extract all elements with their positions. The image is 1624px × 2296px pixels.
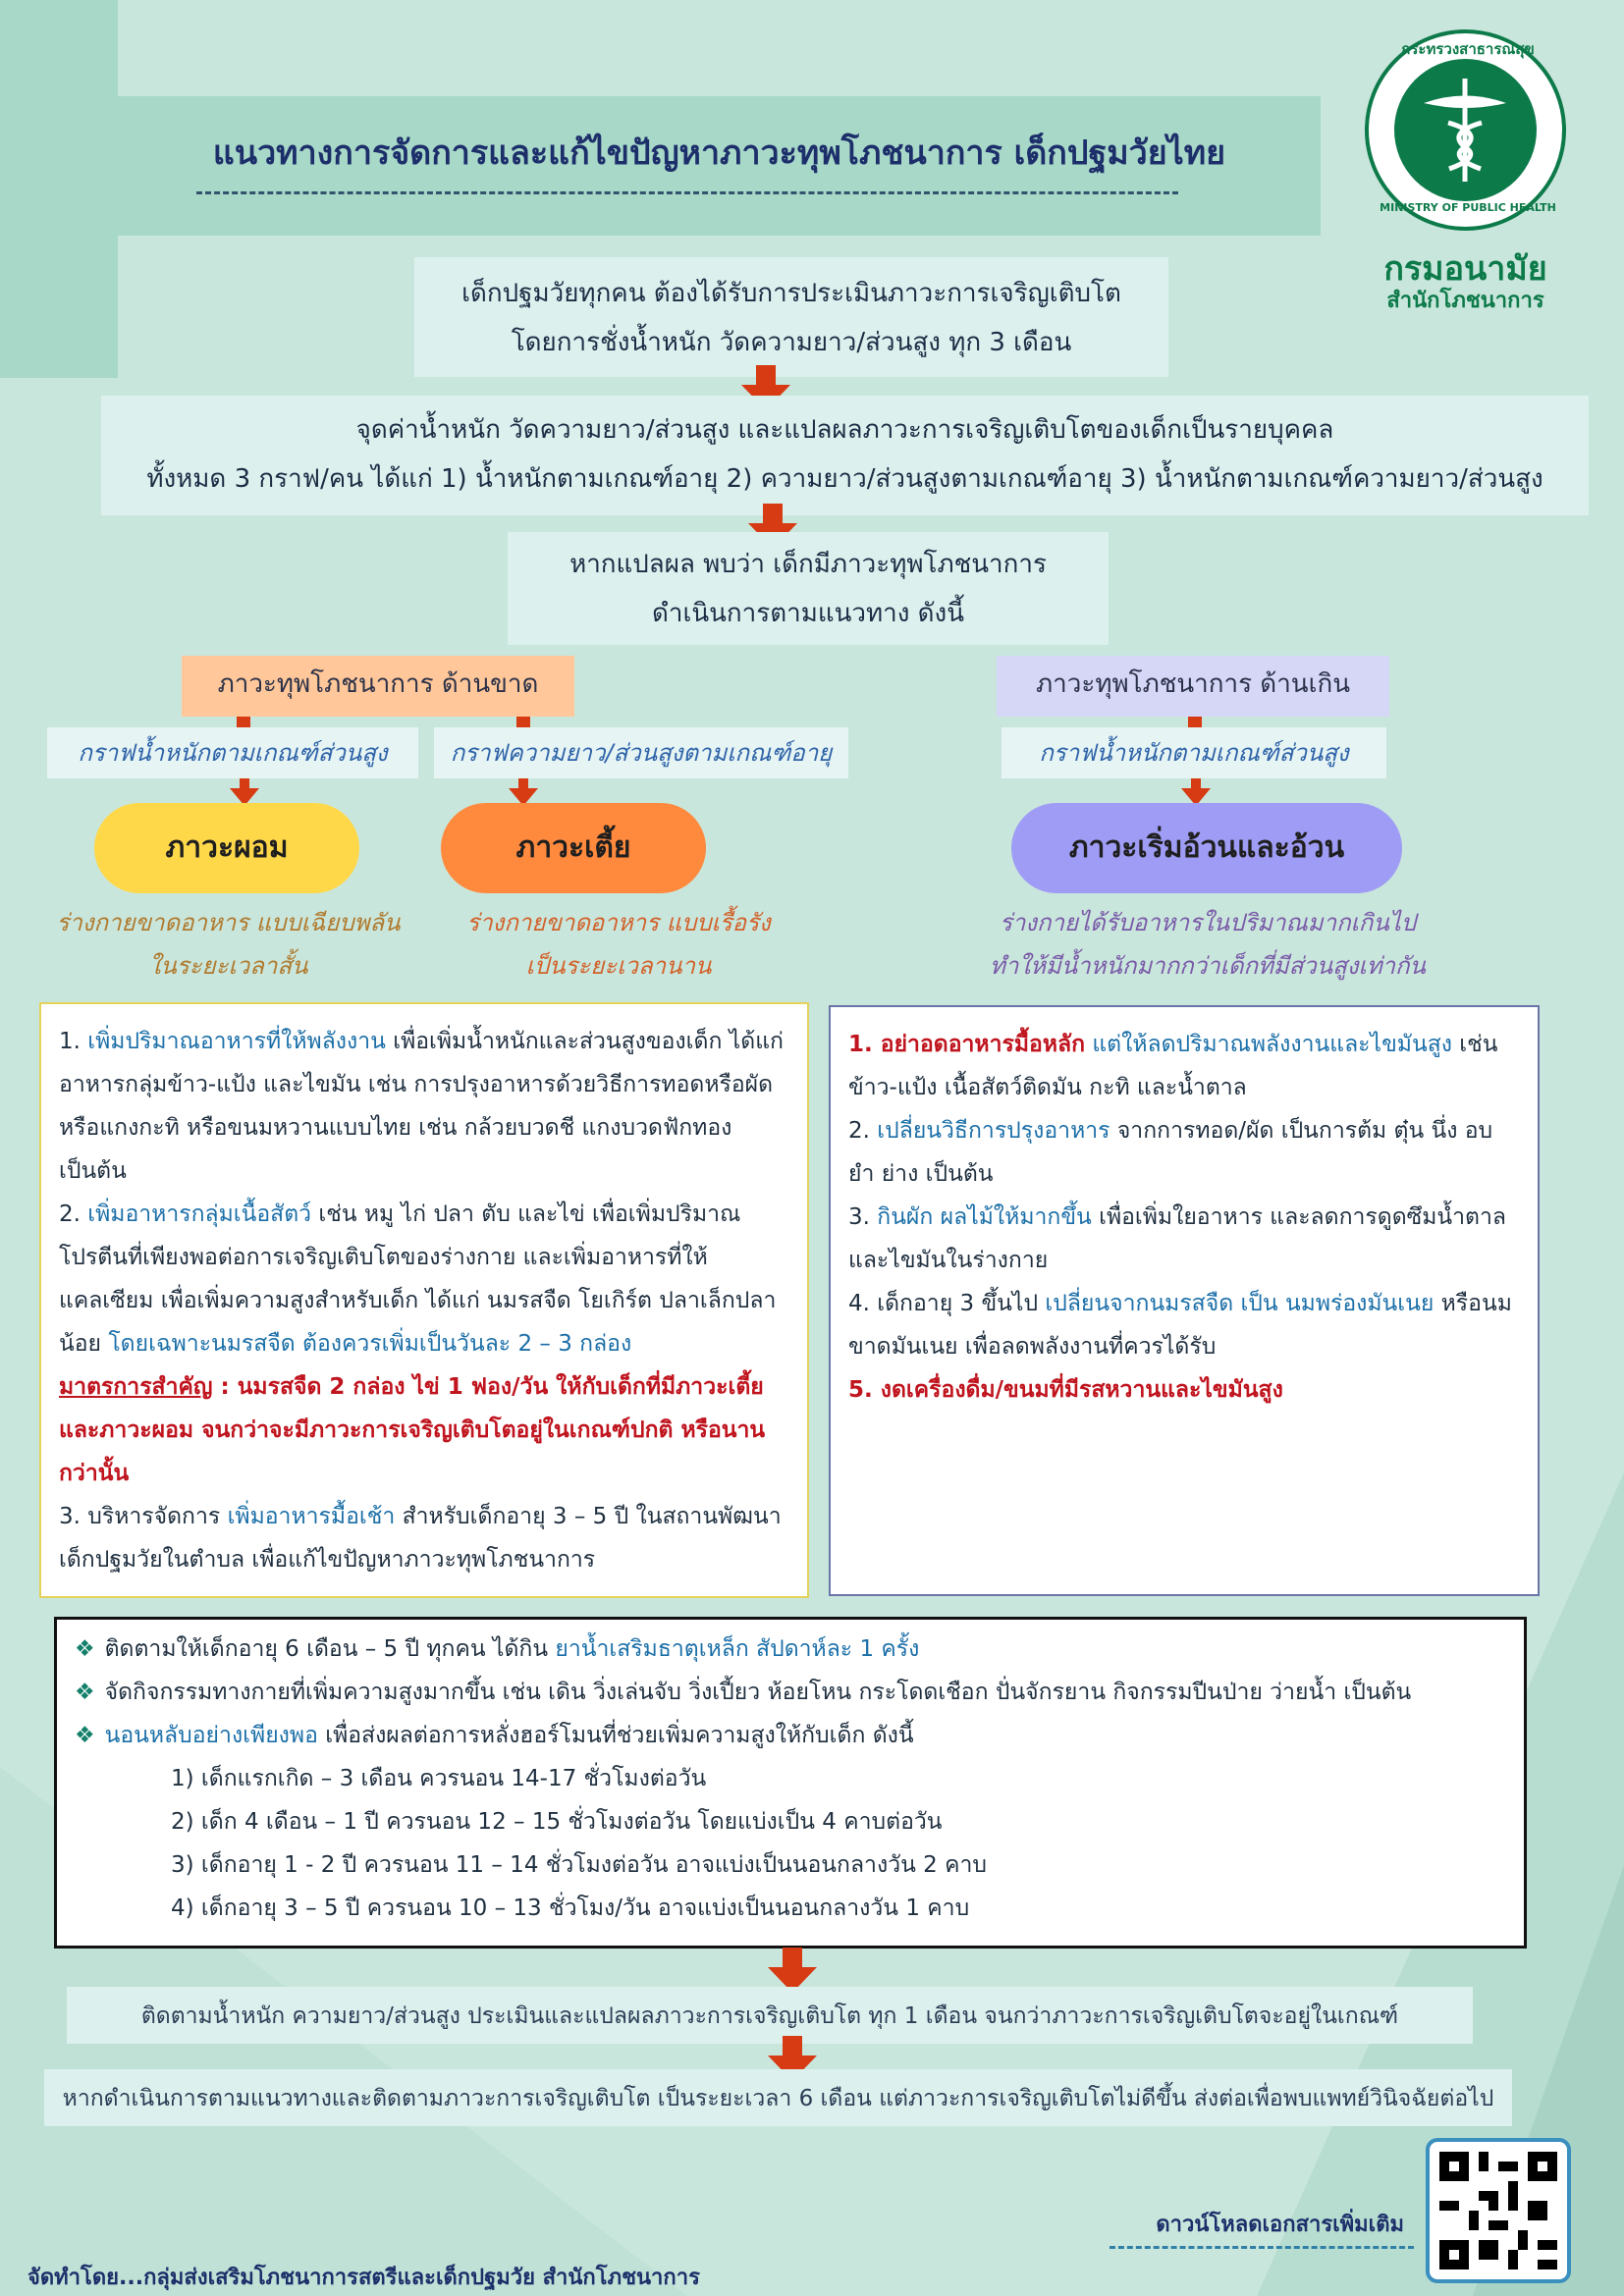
measure-2-text: เช่น หมู ไก่ ปลา ตับ และไข่ เพื่อเพิ่มปริมาณโปรตีนที่เพียงพอต่อการเจริญเติบโตของร่างกาย และเพิ่มอาหารที่ให้แคลเซียม เพื่อเพิ่มความสูงสำหรับเด็ก ได้แก่ นมรสจืด โยเกิร์ต ปลาเล็กปลาน้อย xyxy=(59,1201,777,1357)
over-measure-2-blue: เปลี่ยนวิธีการปรุงอาหาร xyxy=(877,1118,1110,1144)
overweight-desc-line1: ร่างกายได้รับอาหารในปริมาณมากเกินไป xyxy=(999,909,1417,936)
overweight-desc-line2: ทำให้มีน้ำหนักมากกว่าเด็กที่มีส่วนสูงเท่ากัน xyxy=(990,952,1426,980)
step-result-box xyxy=(508,532,1109,645)
step-assess-box xyxy=(414,257,1168,377)
sleep-item: 3) เด็กอายุ 1 - 2 ปี ควรนอน 11 – 14 ชั่วโมงต่อวัน อาจแบ่งเป็นนอนกลางวัน 2 คาบ xyxy=(171,1852,987,1878)
sleep-item: 1) เด็กแรกเกิด – 3 เดือน ควรนอน 14-17 ชั่วโมงต่อวัน xyxy=(171,1766,707,1791)
over-measure-2-num: 2. xyxy=(848,1118,878,1144)
measure-1-highlight: เพิ่มปริมาณอาหารที่ให้พลังงาน xyxy=(87,1029,386,1054)
measure-3-text: สำหรับเด็กอายุ 3 – 5 ปี ในสถานพัฒนาเด็กปฐมวัยในตำบล เพื่อแก้ไขปัญหาภาวะทุพโภชนาการ xyxy=(59,1504,782,1573)
key-measure-label: มาตรการสำคัญ xyxy=(59,1374,213,1400)
qr-code[interactable] xyxy=(1426,2138,1571,2283)
over-measure-4-text: หรือนมขาดมันเนย เพื่อลดพลังงานที่ควรได้รับ xyxy=(848,1291,1512,1360)
common-bullet-1 xyxy=(75,1628,1506,1671)
over-measure-2 xyxy=(848,1109,1520,1196)
over-measure-1-red: อย่าอดอาหารมื้อหลัก xyxy=(880,1032,1086,1057)
over-measure-4 xyxy=(848,1282,1520,1368)
caduceus-icon xyxy=(1394,59,1537,201)
logo-dept: กรมอนามัย xyxy=(1383,249,1547,289)
step-plot-line1: จุดค่าน้ำหนัก วัดความยาว/ส่วนสูง และแปลผลภาวะการเจริญเติบโตของเด็กเป็นรายบุคคล xyxy=(355,415,1334,445)
measure-2 xyxy=(59,1193,789,1365)
measure-2-num: 2. xyxy=(59,1201,88,1227)
graph-weight-for-height: กราฟน้ำหนักตามเกณฑ์ส่วนสูง xyxy=(47,727,418,778)
measure-2-milk: โดยเฉพาะนมรสจืด ต้องควรเพิ่มเป็นวันละ 2 – 3 กล่อง xyxy=(108,1331,632,1357)
key-measure-text: : นมรสจืด 2 กล่อง ไข่ 1 ฟอง/วัน ให้กับเด็กที่มีภาวะเตี้ยและภาวะผอม จนกว่าจะมีภาวะการเจริญเติบโตอยู่ในเกณฑ์ปกติ หรือนานกว่านั้น xyxy=(59,1374,766,1486)
undernutrition-measures-panel xyxy=(39,1002,809,1598)
state-wasting: ภาวะผอม xyxy=(94,803,359,893)
measure-1-num: 1. xyxy=(59,1029,88,1054)
common-bullet-1-highlight: ยาน้ำเสริมธาตุเหล็ก สัปดาห์ละ 1 ครั้ง xyxy=(555,1636,920,1662)
wasting-desc-line1: ร่างกายขาดอาหาร แบบเฉียบพลัน xyxy=(56,909,401,936)
state-overweight-obese: ภาวะเริ่มอ้วนและอ้วน xyxy=(1011,803,1402,893)
over-measure-3-text: เพื่อเพิ่มใยอาหาร และลดการดูดซึมน้ำตาลและไขมันในร่างกาย xyxy=(848,1204,1506,1273)
graph-weight-for-height-over: กราฟน้ำหนักตามเกณฑ์ส่วนสูง xyxy=(1001,727,1386,778)
sleep-item: 4) เด็กอายุ 3 – 5 ปี ควรนอน 10 – 13 ชั่วโมง/วัน อาจแบ่งเป็นนอนกลางวัน 1 คาบ xyxy=(171,1896,970,1921)
overweight-description xyxy=(962,901,1453,988)
over-measure-4-lead: 4. เด็กอายุ 3 ขึ้นไป xyxy=(848,1291,1046,1316)
overnutrition-measures-panel xyxy=(829,1005,1540,1596)
key-measure xyxy=(59,1365,789,1495)
common-bullet-3-highlight: นอนหลับอย่างเพียงพอ xyxy=(104,1723,318,1748)
measure-1 xyxy=(59,1020,789,1193)
stunting-desc-line1: ร่างกายขาดอาหาร แบบเรื้อรัง xyxy=(466,909,771,936)
measure-3-highlight: เพิ่มอาหารมื้อเช้า xyxy=(227,1504,396,1529)
step-result-line1: หากแปลผล พบว่า เด็กมีภาวะทุพโภชนาการ xyxy=(569,550,1047,579)
download-underline xyxy=(1110,2246,1414,2249)
diamond-bullet-icon: ❖ xyxy=(75,1636,95,1662)
wasting-description xyxy=(29,901,427,988)
diamond-bullet-icon: ❖ xyxy=(75,1680,95,1705)
over-measure-3 xyxy=(848,1196,1520,1282)
stunting-description xyxy=(422,901,815,988)
measure-1-text: เพื่อเพิ่มน้ำหนักและส่วนสูงของเด็ก ได้แก่ อาหารกลุ่มข้าว-แป้ง และไขมัน เช่น การปรุงอาหารด้วยวิธีการทอดหรือผัด หรือแกงกะทิ หรือขนมหวานแบบไทย เช่น กล้วยบวดชี แกงบวดฟักทอง เป็นต้น xyxy=(59,1029,784,1184)
state-stunting: ภาวะเตี้ย xyxy=(441,803,706,893)
step-result-line2: ดำเนินการตามแนวทาง ดังนี้ xyxy=(651,599,965,628)
credit-text: จัดทำโดย...กลุ่มส่งเสริมโภชนาการสตรีและเด็กปฐมวัย สำนักโภชนาการ xyxy=(27,2266,700,2290)
over-measure-1 xyxy=(848,1023,1520,1109)
common-bullet-2 xyxy=(75,1671,1506,1714)
common-bullet-1-text: ติดตามให้เด็กอายุ 6 เดือน – 5 ปี ทุกคน ได้กิน xyxy=(104,1636,556,1662)
measure-3-lead: 3. บริหารจัดการ xyxy=(59,1504,228,1529)
followup-monthly: ติดตามน้ำหนัก ความยาว/ส่วนสูง ประเมินและแปลผลภาวะการเจริญเติบโต ทุก 1 เดือน จนกว่าภาวะการเจริญเติบโตจะอยู่ในเกณฑ์ xyxy=(67,1987,1473,2044)
common-bullet-3-text: เพื่อส่งผลต่อการหลั่งฮอร์โมนที่ช่วยเพิ่มความสูงให้กับเด็ก ดังนี้ xyxy=(317,1723,914,1748)
logo-bureau: สำนักโภชนาการ xyxy=(1386,289,1544,313)
measure-3 xyxy=(59,1495,789,1581)
stunting-desc-line2: เป็นระยะเวลานาน xyxy=(525,952,712,980)
qr-code-icon xyxy=(1439,2152,1557,2269)
over-measure-1-blue: แต่ให้ลดปริมาณพลังงานและไขมันสูง xyxy=(1085,1032,1452,1057)
title-underline xyxy=(196,191,1178,194)
over-measure-1-num: 1. xyxy=(848,1032,881,1057)
logo-ring-text-top: กระทรวงสาธารณสุข xyxy=(1401,40,1535,58)
common-bullet-3 xyxy=(75,1714,1506,1757)
sleep-item: 2) เด็ก 4 เดือน – 1 ปี ควรนอน 12 – 15 ชั่วโมงต่อวัน โดยแบ่งเป็น 4 คาบต่อวัน xyxy=(171,1809,943,1835)
common-bullet-2-text: จัดกิจกรรมทางกายที่เพิ่มความสูงมากขึ้น เช่น เดิน วิ่งเล่นจับ วิ่งเปี้ยว ห้อยโหน กระโดดเชือก ปั่นจักรยาน กิจกรรมปีนป่าย ว่ายน้ำ เป็นต้น xyxy=(104,1680,1412,1705)
over-measure-4-blue: เปลี่ยนจากนมรสจืด เป็น นมพร่องมันเนย xyxy=(1045,1291,1435,1316)
over-measure-3-num: 3. xyxy=(848,1204,878,1230)
page-title: แนวทางการจัดการและแก้ไขปัญหาภาวะทุพโภชนาการ เด็กปฐมวัยไทย xyxy=(212,133,1226,173)
download-text: ดาวน์โหลดเอกสารเพิ่มเติม xyxy=(1156,2213,1404,2237)
diamond-bullet-icon: ❖ xyxy=(75,1723,95,1748)
measure-2-highlight: เพิ่มอาหารกลุ่มเนื้อสัตว์ xyxy=(87,1201,312,1227)
graph-height-for-age: กราฟความยาว/ส่วนสูงตามเกณฑ์อายุ xyxy=(434,727,848,778)
step-plot-box xyxy=(101,396,1589,515)
wasting-desc-line2: ในระยะเวลาสั้น xyxy=(148,952,308,980)
logo-ring-text-bottom: MINISTRY OF PUBLIC HEALTH xyxy=(1380,201,1556,214)
undernutrition-label: ภาวะทุพโภชนาการ ด้านขาด xyxy=(182,656,574,717)
common-measures-box xyxy=(54,1617,1527,1949)
overnutrition-label: ภาวะทุพโภชนาการ ด้านเกิน xyxy=(997,656,1389,717)
step-assess-line2: โดยการชั่งน้ำหนัก วัดความยาว/ส่วนสูง ทุก 3 เดือน xyxy=(511,328,1072,357)
over-measure-3-blue: กินผัก ผลไม้ให้มากขึ้น xyxy=(877,1204,1092,1230)
followup-refer: หากดำเนินการตามแนวทางและติดตามภาวะการเจริญเติบโต เป็นระยะเวลา 6 เดือน แต่ภาวะการเจริญเติบโตไม่ดีขึ้น ส่งต่อเพื่อพบแพทย์วินิจฉัยต่อไป xyxy=(44,2069,1512,2126)
over-measure-2-text: จากการทอด/ผัด เป็นการต้ม ตุ๋น นึ่ง อบ ยำ ย่าง เป็นต้น xyxy=(848,1118,1493,1187)
step-plot-line2: ทั้งหมด 3 กราฟ/คน ได้แก่ 1) น้ำหนักตามเกณฑ์อายุ 2) ความยาว/ส่วนสูงตามเกณฑ์อายุ 3) น้ำหนักตามเกณฑ์ความยาว/ส่วนสูง xyxy=(146,464,1543,494)
over-measure-5: 5. งดเครื่องดื่ม/ขนมที่มีรสหวานและไขมันสูง xyxy=(848,1377,1283,1403)
over-measure-1-text: เช่น ข้าว-แป้ง เนื้อสัตว์ติดมัน กะทิ และน้ำตาล xyxy=(848,1032,1498,1100)
step-assess-line1: เด็กปฐมวัยทุกคน ต้องได้รับการประเมินภาวะการเจริญเติบโต xyxy=(461,279,1121,308)
